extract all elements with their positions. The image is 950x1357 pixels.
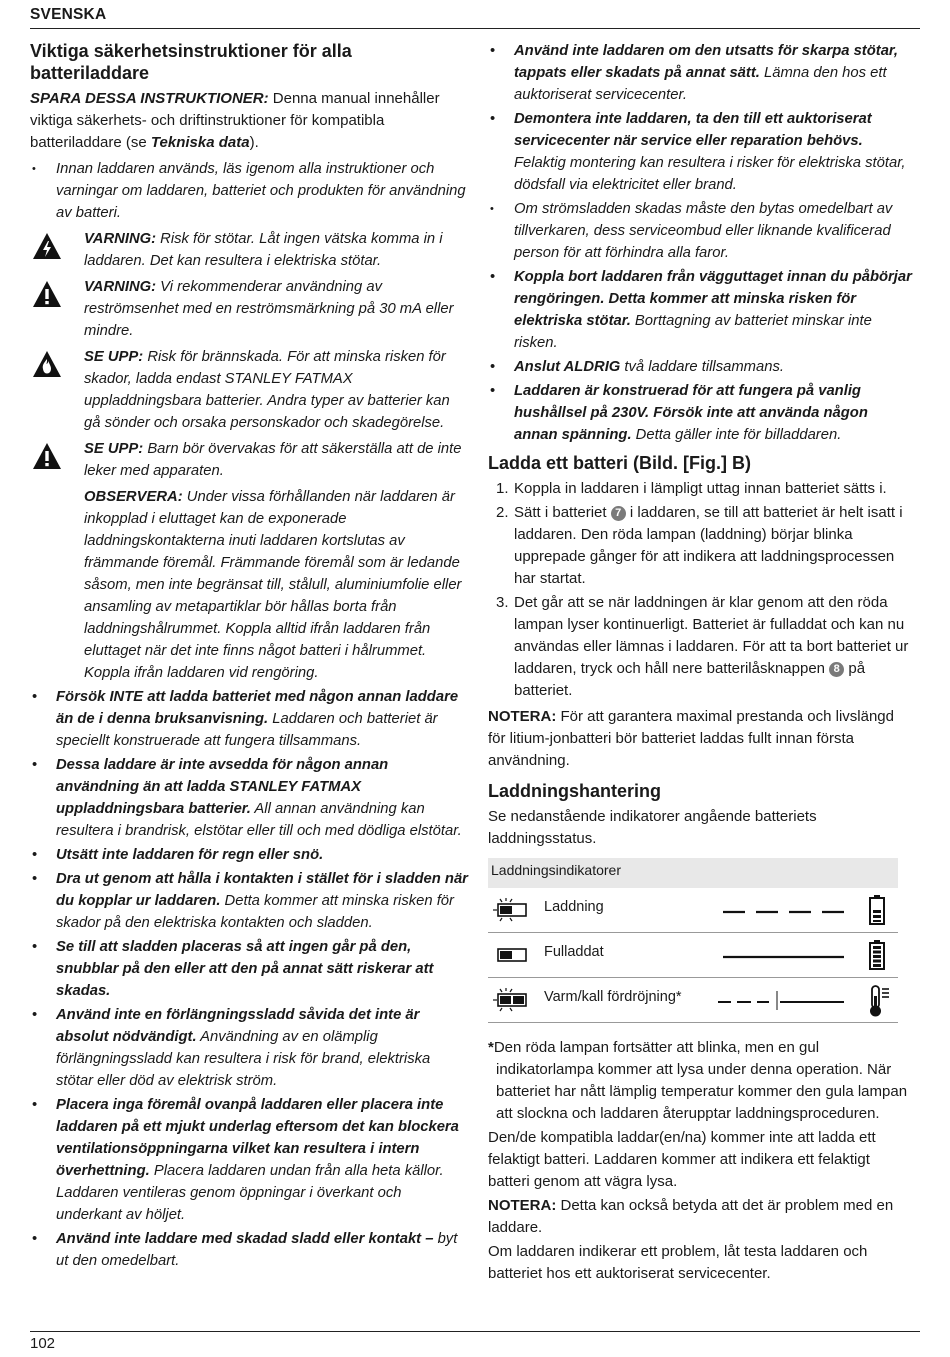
step-text: Koppla in laddaren i lämpligt uttag innan batteriet sätts i. <box>514 480 887 497</box>
safety-item-bold: Se till att sladden placeras så att ingen går på den, snubblar på den eller att den på annat sätt riskerar att skadas. <box>56 939 434 999</box>
indicator-table-header: Laddningsindikatorer <box>488 858 898 888</box>
warning-rcd <box>30 276 468 342</box>
intro-text: Denna manual innehåller viktiga säkerhets- och driftinstruktioner för kompatibla batteriladdare (se <box>30 90 440 151</box>
safety-item <box>30 1004 468 1092</box>
indicator-row-full <box>488 933 898 978</box>
notice-label: OBSERVERA: <box>84 489 183 505</box>
safety-item-bold: Dessa laddare är inte avsedda för någon annan användning än att ladda STANLEY FATMAX uppladdningsbara batterier. <box>56 757 389 817</box>
safety-item <box>488 356 914 378</box>
safety-item-bold: Laddaren är konstruerad för att fungera på vanlig hushållsel på 230V. Försök inte att använda någon annan spänning. <box>514 383 868 443</box>
charge-step <box>488 478 914 500</box>
read-first-list <box>30 158 468 224</box>
safety-item <box>30 754 468 842</box>
indicator-label: Varm/kall fördröjning* <box>544 989 682 1005</box>
safety-item <box>30 1228 468 1272</box>
caution-burn <box>30 346 468 434</box>
safety-item-text: All annan användning kan resultera i brandrisk, elstötar eller till och med dödliga elstötar. <box>56 801 462 839</box>
battery-full-icon <box>868 939 886 971</box>
safety-item-bold: Använd inte en förlängningssladd såvida det inte är absolut nödvändigt. <box>56 1007 420 1045</box>
safety-item-bold: Använd inte laddaren om den utsatts för skarpa stötar, tappats eller skadats på annat sätt. <box>514 43 898 81</box>
safety-item-bold: Dra ut genom att hålla i kontakten i stället för i sladden när du kopplar ur laddaren. <box>56 871 468 909</box>
caution-label: SE UPP: <box>84 349 144 365</box>
safety-item <box>488 198 914 264</box>
charger-solid-icon <box>492 943 532 967</box>
safety-item <box>30 868 468 934</box>
charge-step <box>488 502 914 590</box>
caution-label: SE UPP: <box>84 441 144 457</box>
charge-management-text: Se nedanstående indikatorer angående batteriets laddningsstatus. <box>488 808 817 847</box>
bad-battery-text: Den/de kompatibla laddar(en/na) kommer inte att ladda ett felaktigt batteri. Laddaren kommer att indikera ett felaktigt batteri genom att vägra lysa. <box>488 1129 876 1190</box>
warning-shock <box>30 228 468 272</box>
caution-text: Barn bör övervakas för att säkerställa att de inte leker med apparaten. <box>84 441 462 479</box>
charge-steps <box>488 478 914 702</box>
safety-item-bold: Koppla bort laddaren från vägguttaget innan du påbörjar rengöringen. Detta kommer att minska risken för elektriska stötar. <box>514 269 912 329</box>
safety-item-text: Detta kommer att minska risken för skador på den elektriska kontakten och sladden. <box>56 893 454 931</box>
notice-text: Under vissa förhållanden när laddaren är inkopplad i eluttaget kan de exponerade laddningskontakterna inuti laddaren kortslutas av främmande föremål. Främmande föremål som är ledande såsom, men inte begränsat till, stålull, aluminiumfolie eller ansamling av metapartiklar bör hållas borta från laddningshålrummet. Koppla alltid ifrån laddaren från eluttaget när det inte finns något batteri i hålrummet. Koppla ifrån laddaren vid rengöring. <box>84 489 462 681</box>
fire-warning-icon <box>32 350 62 378</box>
safety-item <box>30 844 468 866</box>
warning-label: VARNING: <box>84 231 157 247</box>
indicator-table <box>488 858 898 1023</box>
footnote <box>488 1037 914 1125</box>
charger-blinking-icon <box>492 898 532 922</box>
tech-data-ref: Tekniska data <box>150 134 250 151</box>
charger-hot-cold-icon <box>492 988 532 1012</box>
blinking-pattern-icon <box>718 900 858 920</box>
page-number: 102 <box>30 1335 56 1352</box>
charge-management-title: Laddningshantering <box>488 781 661 801</box>
battery-charging-icon <box>868 894 886 926</box>
service-text: Om laddaren indikerar ett problem, låt testa laddaren och batteriet hos ett auktoriserat servicecenter. <box>488 1243 868 1282</box>
footnote-star: * <box>488 1039 494 1056</box>
note-text: För att garantera maximal prestanda och livslängd för litium-jonbatteri bör batteriet laddas fullt innan första användning. <box>488 708 894 769</box>
safety-item-text: Användning av en olämplig förlängningssladd kan resultera i risk för brand, elektriska stötar eller död av elektrisk ström. <box>56 1029 431 1089</box>
note-full-charge <box>488 706 914 772</box>
safety-item <box>488 108 914 196</box>
step-number: 3. <box>496 594 509 611</box>
safety-item <box>488 266 914 354</box>
step-text: Det går att se när laddningen är klar genom att den röda lampan lyser kontinuerligt. Batteriet är fulladdat och kan nu användas eller lämnas i laddaren. För att ta bort batteriet ur laddaren, tryck och håll nere batterilåsknappen <box>514 594 909 677</box>
safety-item-text: Lämna den hos ett auktoriserat servicecenter. <box>514 65 887 103</box>
notice-paragraph <box>30 486 468 684</box>
safety-item-text: Felaktig montering kan resultera i risker för elektriska stötar, dödsfall via elektricitet eller brand. <box>514 155 906 193</box>
exclamation-caution-icon <box>32 442 62 470</box>
safety-title: Viktiga säkerhetsinstruktioner för alla batteriladdare <box>30 41 352 83</box>
part-number-badge: 8 <box>829 662 844 677</box>
step-number: 1. <box>496 480 509 497</box>
safety-item <box>488 40 914 106</box>
footer-rule <box>30 1331 920 1332</box>
safety-item-text: Laddaren och batteriet är speciellt konstruerade att fungera tillsammans. <box>56 711 438 749</box>
safety-item <box>30 1094 468 1226</box>
intro-end: ). <box>249 134 259 151</box>
safety-item-text: Borttagning av batteriet minskar inte risken. <box>514 313 872 351</box>
left-safety-list <box>30 686 468 1272</box>
safety-item-text: byt ut den omedelbart. <box>56 1231 458 1269</box>
read-first-item: • Innan laddaren används, läs igenom alla instruktioner och varningar om laddaren, batteriet och produkten för användning av batteri. <box>30 158 468 224</box>
safety-item-bold: Försök INTE att ladda batteriet med någon annan laddare än de i denna bruksanvisning. <box>56 689 459 727</box>
right-column <box>488 40 914 1285</box>
safety-item-bold: Demontera inte laddaren, ta den till ett auktoriserat servicecenter när service eller reparation behövs. <box>514 111 872 149</box>
note-label: NOTERA: <box>488 1197 557 1214</box>
safety-item <box>30 686 468 752</box>
part-number-badge: 7 <box>611 506 626 521</box>
note-label: NOTERA: <box>488 708 557 725</box>
indicator-label: Laddning <box>544 899 604 915</box>
caution-children <box>30 438 468 482</box>
safety-item-text: två laddare tillsammans. <box>620 359 784 375</box>
note-text: Detta kan också betyda att det är problem med en laddare. <box>488 1197 894 1236</box>
hot-cold-pattern-icon <box>718 990 858 1010</box>
header-rule <box>30 28 920 29</box>
safety-item-text: Detta gäller inte för billaddaren. <box>631 427 842 443</box>
warning-label: VARNING: <box>84 279 157 295</box>
safety-item <box>488 380 914 446</box>
safety-item-text: Placera laddaren undan från alla heta källor. Laddaren ventileras genom öppningar i överkant och underkant av höljet. <box>56 1163 444 1223</box>
indicator-row-charging <box>488 888 898 933</box>
shock-warning-icon <box>32 232 62 260</box>
charge-section-title: Ladda ett batteri (Bild. [Fig.] B) <box>488 453 751 473</box>
warning-text: Risk för stötar. Låt ingen vätska komma in i laddaren. Det kan resultera i elektriska stötar. <box>84 231 443 269</box>
step-text: på batteriet. <box>514 660 866 699</box>
warning-text: Vi rekommenderar användning av reströmsenhet med en reströmsmärkning på 30 mA eller mindre. <box>84 279 454 339</box>
safety-item-bold: Placera inga föremål ovanpå laddaren eller placera inte laddaren på ett mjukt underlag eftersom det kan blockera ventilationsöppningarna vilket kan resultera i intern överhettning. <box>56 1097 459 1179</box>
safety-item-bold: Använd inte laddare med skadad sladd eller kontakt – <box>56 1231 434 1247</box>
charge-step <box>488 592 914 702</box>
safety-item-bold: Utsätt inte laddaren för regn eller snö. <box>56 847 324 863</box>
indicator-label: Fulladdat <box>544 944 604 960</box>
indicator-row-hot-cold <box>488 978 898 1023</box>
safety-item <box>30 936 468 1002</box>
footnote-text: Den röda lampan fortsätter att blinka, men en gul indikatorlampa kommer att lysa under denna operation. När batteriet har nått lämplig temperatur kommer den gula lampan att slockna och laddaren återupptar laddningsproceduren. <box>493 1039 908 1122</box>
intro-bold: SPARA DESSA INSTRUKTIONER: <box>30 90 269 107</box>
step-number: 2. <box>496 504 509 521</box>
left-column <box>30 40 468 1274</box>
solid-pattern-icon <box>718 945 858 965</box>
language-header: SVENSKA <box>30 6 107 23</box>
intro-paragraph <box>30 88 468 154</box>
step-text: i laddaren, se till att batteriet är helt isatt i laddaren. Den röda lampan (laddning) börjar blinka upprepade gånger för att indikera att laddningsprocessen har startat. <box>514 504 903 587</box>
step-text: Sätt i batteriet <box>514 504 611 521</box>
safety-item-bold: Anslut ALDRIG <box>514 359 621 375</box>
safety-item-text: Om strömsladden skadas måste den bytas omedelbart av tillverkaren, dess serviceombud eller liknande kvalificerad person för att förhindra alla faror. <box>514 201 893 261</box>
thermometer-icon <box>868 984 892 1018</box>
right-safety-list <box>488 40 914 446</box>
exclamation-warning-icon <box>32 280 62 308</box>
caution-text: Risk för brännskada. För att minska risken för skador, ladda endast STANLEY FATMAX uppladdningsbara batterier. Andra typer av batterier kan gå sönder och orsaka personskador och skadegörelse. <box>84 349 450 431</box>
note-charger-problem <box>488 1195 914 1239</box>
